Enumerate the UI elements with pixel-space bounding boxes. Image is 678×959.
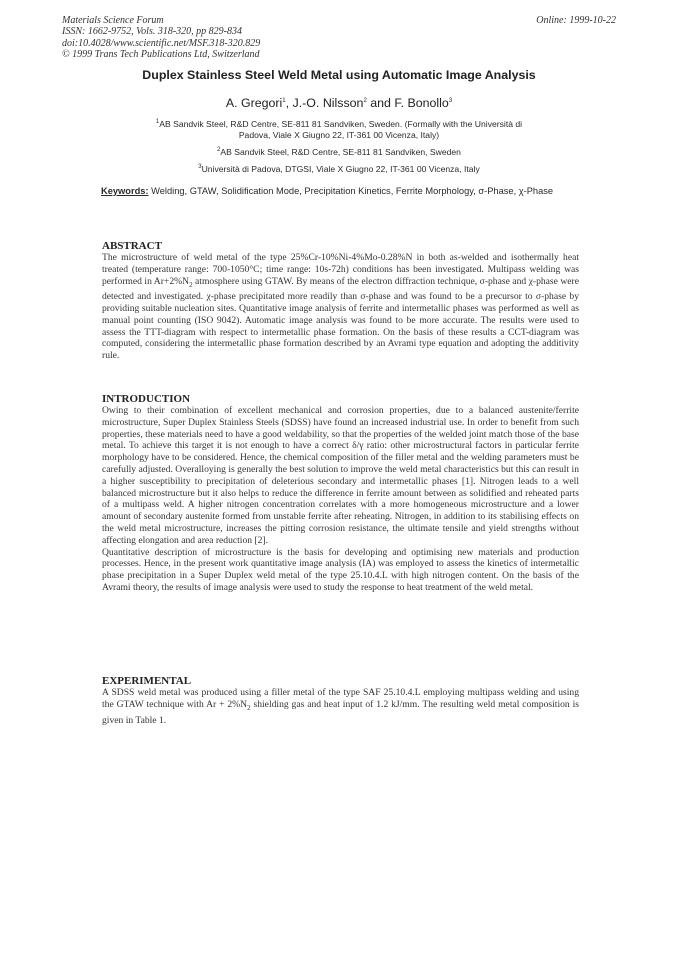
experimental-section bbox=[102, 675, 579, 726]
author-name: A. Gregori bbox=[225, 96, 283, 110]
author-name: J.-O. Nilsson bbox=[292, 96, 364, 110]
author-affiliation-mark: 2 bbox=[363, 97, 367, 104]
affiliation-3 bbox=[64, 164, 614, 175]
doi-line: doi:10.4028/www.scientific.net/MSF.318-320.829 bbox=[62, 37, 261, 49]
affiliation-number: 2 bbox=[217, 147, 221, 154]
abstract-heading: ABSTRACT bbox=[102, 240, 162, 252]
affiliation-text: Padova, Viale X Giugno 22, IT-361 00 Vicenza, Italy) bbox=[238, 130, 440, 140]
author-name: F. Bonollo bbox=[394, 96, 449, 110]
affiliation-number: 3 bbox=[198, 164, 202, 171]
online-date: Online: 1999-10-22 bbox=[536, 15, 616, 26]
keywords-label: Keywords: bbox=[101, 186, 149, 196]
introduction-section bbox=[102, 393, 579, 594]
author-affiliation-mark: 1 bbox=[282, 97, 286, 104]
experimental-heading: EXPERIMENTAL bbox=[102, 675, 192, 687]
keywords bbox=[101, 185, 579, 198]
affiliation-1 bbox=[64, 119, 614, 141]
introduction-paragraph: Quantitative description of microstructure is the basis for developing and optimising new materials and production processes. Hence, in the present work quantitative image analysis (IA) was employed to assess the kinetics of intermetallic phase precipitation in a Super Duplex weld metal of the type 25.10.4.L with high nitrogen content. On the basis of the Avrami theory, the results of image analysis were used to study the response to heat treatment of the weld metal. bbox=[102, 546, 579, 593]
author-affiliation-mark: 3 bbox=[448, 97, 453, 104]
abstract-paragraph: The microstructure of weld metal of the type 25%Cr-10%Ni-4%Mo-0.28%N in both as-welded and isothermally heat treated (temperature range: 700-1050°C; time range: 10s-72h) conditions has been investigated. Multipass welding was performed in $Ar+2\%N_2$ atmosphere using GTAW. By means of the electron diffraction technique, σ-phase and χ-phase were detected and investigated. χ-phase precipitated more readily than σ-phase and was found to be a precursor to σ-phase by providing suitable nucleation sites. Quantitative image analysis of ferrite and intermetallic phases was performed as well as manual point counting (ISO 9042). Automatic image analysis was found to be more accurate. The results were used to assess the TTT-diagram with respect to intermetallic phase formation. On the basis of these results a CCT-diagram was computed, considering the intermetallic phase formation described by an Avrami type equation and adopting the additivity rule. bbox=[102, 252, 580, 362]
keywords-text: Welding, GTAW, Solidification Mode, Precipitation Kinetics, Ferrite Morphology, σ-Phase, χ-Phase bbox=[151, 186, 554, 196]
journal-name: Materials Science Forum bbox=[62, 15, 164, 26]
introduction-heading: INTRODUCTION bbox=[102, 393, 191, 405]
author-list: A. Gregori$^1$, J.-O. Nilsson$^2$ and F. Bonollo$^3$ bbox=[225, 96, 453, 110]
affiliation-text: AB Sandvik Steel, R&D Centre, SE-811 81 Sandviken, Sweden bbox=[220, 147, 461, 157]
abstract-section bbox=[102, 240, 579, 362]
affiliation-text: AB Sandvik Steel, R&D Centre, SE-811 81 Sandviken, Sweden. (Formally with the Università di bbox=[159, 119, 523, 129]
publication-info bbox=[62, 15, 260, 60]
affiliation-number: 1 bbox=[155, 119, 160, 126]
paper-title: Duplex Stainless Steel Weld Metal using Automatic Image Analysis bbox=[142, 68, 536, 82]
affiliation-2 bbox=[64, 147, 614, 158]
introduction-paragraph: Owing to their combination of excellent mechanical and corrosion properties, due to a balanced austenite/ferrite microstructure, Super Duplex Stainless Steels (SDSS) have found an increased industrial use. In order to benefit from such properties, these materials need to have a good weldability, so that the properties of the welded joint match those of the base metal. To achieve this target it is not enough to have a correct δ/γ ratio: other microstructural factors in particular ferrite morphology have to be considered. Hence, the chemical composition of the filler metal and the welding parameters must be carefully adjusted. Overalloying is generally the best solution to improve the weld metal characteristics but this can result in a higher susceptibility to precipitation of deleterious secondary and intermetallic phases [1]. Nitrogen leads to a well balanced microstructure but it also helps to reduce the difference in ferrite amount between as solidified and reheated parts of a multipass weld. A higher nitrogen concentration correlates with a more homogeneous microstructure and a lower amount of secondary austenite formed from unstable ferrite after reheating. Nitrogen, in addition to its stabilising effects on the weld metal microstructure, increases the pitting corrosion resistance, the ultimate tensile and yield strengths without affecting elongation and area reduction [2]. bbox=[102, 405, 579, 546]
experimental-paragraph: A SDSS weld metal was produced using a filler metal of the type SAF 25.10.4.L employing multipass welding and using the GTAW technique with $Ar + 2\%N_2$ shielding gas and heat input of 1.2 kJ/mm. The resulting weld metal composition is given in Table 1. bbox=[102, 687, 579, 726]
affiliation-text: Università di Padova, DTGSI, Viale X Giugno 22, IT-361 00 Vicenza, Italy bbox=[201, 164, 480, 174]
copyright-line: © 1999 Trans Tech Publications Ltd, Switzerland bbox=[62, 48, 260, 60]
author-conjunction: and bbox=[370, 96, 391, 110]
issn-line: ISSN: 1662-9752, Vols. 318-320, pp 829-834 bbox=[62, 26, 242, 38]
